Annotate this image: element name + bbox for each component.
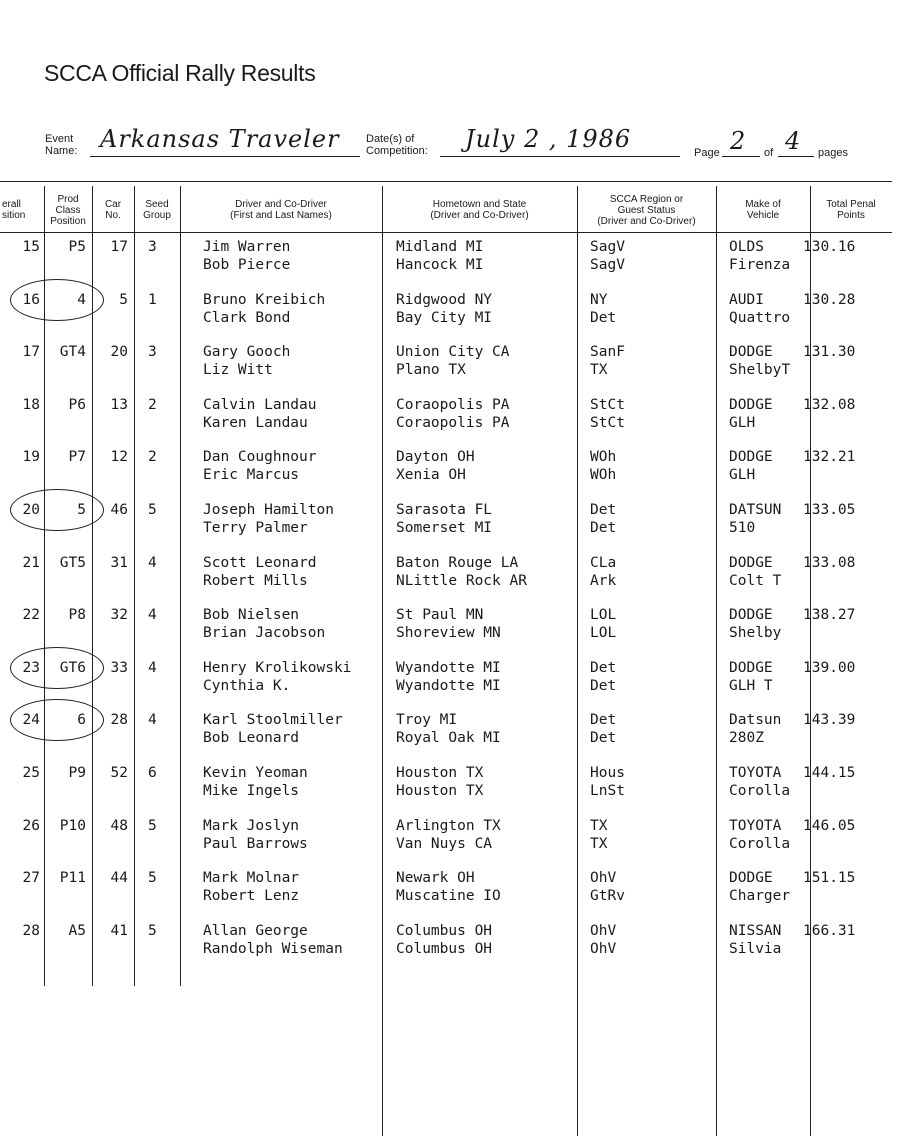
cell-car: 44 xyxy=(110,870,128,887)
cell-h1: Newark OH xyxy=(396,870,475,887)
cell-cls: P7 xyxy=(68,449,86,466)
cell-overall: 24 xyxy=(22,712,40,729)
cell-car: 52 xyxy=(110,765,128,781)
cell-cls: 6 xyxy=(77,712,86,729)
cell-pts: 139.00 xyxy=(803,659,856,676)
cell-r2: TX xyxy=(590,362,608,379)
cell-r1: CLa xyxy=(590,554,617,571)
cell-h1: Wyandotte MI xyxy=(396,659,501,676)
cell-pts: 166.31 xyxy=(803,922,856,939)
cell-d2: Liz Witt xyxy=(203,362,273,379)
page-total-underline xyxy=(778,156,814,157)
cell-seed: 5 xyxy=(148,817,157,834)
cell-m1: DODGE xyxy=(729,554,773,571)
cell-h1: Ridgwood NY xyxy=(396,291,493,308)
cell-m1: DODGE xyxy=(729,449,773,466)
cell-h1: Troy MI xyxy=(396,712,458,729)
cell-h2: Royal Oak MI xyxy=(396,730,501,747)
table-row xyxy=(0,711,900,763)
cell-car: 20 xyxy=(110,344,128,361)
cell-seed: 4 xyxy=(148,607,157,624)
page-label: Page xyxy=(694,147,720,159)
column-header: Total Penal Points xyxy=(826,199,876,221)
cell-overall: 22 xyxy=(22,607,40,624)
cell-d1: Scott Leonard xyxy=(203,554,317,571)
of-label: of xyxy=(764,147,774,159)
column-header: SCCA Region or Guest Status (Driver and Co-Driver) xyxy=(597,193,696,227)
cell-seed: 3 xyxy=(148,344,157,361)
cell-seed: 2 xyxy=(148,396,157,413)
cell-r2: Det xyxy=(590,677,617,694)
cell-pts: 132.08 xyxy=(803,396,856,413)
cell-car: 5 xyxy=(119,291,128,308)
cell-h1: Sarasota FL xyxy=(396,502,493,518)
dates-label: Date(s) of Competition: xyxy=(366,133,428,157)
cell-car: 33 xyxy=(110,659,128,676)
cell-h1: St Paul MN xyxy=(396,607,484,624)
cell-car: 17 xyxy=(110,239,128,255)
cell-seed: 6 xyxy=(148,765,157,781)
cell-h2: Columbus OH xyxy=(396,940,493,957)
cell-m1: Datsun xyxy=(729,712,782,729)
cell-d1: Bob Nielsen xyxy=(203,607,300,624)
cell-r1: LOL xyxy=(590,607,617,624)
cell-h2: Muscatine IO xyxy=(396,888,501,905)
cell-r2: WOh xyxy=(590,467,617,484)
cell-m2: Firenza xyxy=(729,257,791,273)
cell-seed: 5 xyxy=(148,870,157,887)
cell-d1: Karl Stoolmiller xyxy=(203,712,343,729)
page-number: 2 xyxy=(730,127,747,155)
cell-r2: Det xyxy=(590,730,617,747)
cell-d1: Allan George xyxy=(203,922,308,939)
cell-r2: LnSt xyxy=(590,783,625,799)
cell-m1: DODGE xyxy=(729,870,773,887)
cell-overall: 15 xyxy=(22,239,40,255)
cell-pts: 146.05 xyxy=(803,817,856,834)
table-row xyxy=(0,343,900,395)
cell-m2: GLH xyxy=(729,467,756,484)
dates-value: July 2 , 1986 xyxy=(465,125,632,153)
cell-d2: Robert Lenz xyxy=(203,888,300,905)
cell-h1: Midland MI xyxy=(396,239,484,255)
table-row xyxy=(0,448,900,500)
cell-r1: WOh xyxy=(590,449,617,466)
cell-d2: Karen Landau xyxy=(203,414,308,431)
cell-r1: OhV xyxy=(590,870,617,887)
column-header: Make of Vehicle xyxy=(745,199,781,221)
cell-cls: P8 xyxy=(68,607,86,624)
cell-m2: Charger xyxy=(729,888,791,905)
cell-car: 28 xyxy=(110,712,128,729)
cell-pts: 130.16 xyxy=(803,239,856,255)
cell-h2: Somerset MI xyxy=(396,520,493,536)
column-header: erall sition xyxy=(2,199,26,221)
cell-r2: SagV xyxy=(590,257,625,273)
cell-overall: 27 xyxy=(22,870,40,887)
cell-r1: SanF xyxy=(590,344,625,361)
cell-h2: Shoreview MN xyxy=(396,625,501,642)
cell-seed: 4 xyxy=(148,712,157,729)
cell-r1: StCt xyxy=(590,396,625,413)
cell-cls: GT5 xyxy=(59,554,86,571)
cell-cls: 5 xyxy=(77,502,86,518)
cell-r2: TX xyxy=(590,835,608,852)
cell-h1: Baton Rouge LA xyxy=(396,554,519,571)
cell-d2: Randolph Wiseman xyxy=(203,940,343,957)
cell-d2: Clark Bond xyxy=(203,309,291,326)
column-header: Car No. xyxy=(104,199,122,221)
cell-h1: Coraopolis PA xyxy=(396,396,510,413)
cell-seed: 4 xyxy=(148,659,157,676)
cell-h1: Arlington TX xyxy=(396,817,501,834)
cell-pts: 131.30 xyxy=(803,344,856,361)
cell-d1: Mark Joslyn xyxy=(203,817,300,834)
cell-m1: NISSAN xyxy=(729,922,782,939)
cell-d1: Dan Coughnour xyxy=(203,449,317,466)
cell-cls: P11 xyxy=(59,870,86,887)
table-row xyxy=(0,396,900,448)
cell-overall: 16 xyxy=(22,291,40,308)
cell-cls: A5 xyxy=(68,922,86,939)
cell-h1: Houston TX xyxy=(396,765,484,781)
cell-h2: NLittle Rock AR xyxy=(396,572,527,589)
cell-r2: Det xyxy=(590,309,617,326)
cell-r2: LOL xyxy=(590,625,617,642)
cell-m1: TOYOTA xyxy=(729,817,782,834)
cell-d1: Jim Warren xyxy=(203,239,291,255)
table-row xyxy=(0,238,900,290)
cell-m2: Shelby xyxy=(729,625,782,642)
hand-drawn-circle xyxy=(10,489,104,531)
cell-r2: StCt xyxy=(590,414,625,431)
cell-overall: 18 xyxy=(22,396,40,413)
cell-car: 46 xyxy=(110,502,128,518)
cell-r2: Det xyxy=(590,520,617,536)
cell-m2: 280Z xyxy=(729,730,764,747)
cell-cls: 4 xyxy=(77,291,86,308)
column-header: Prod Class Position xyxy=(50,193,86,227)
cell-d1: Gary Gooch xyxy=(203,344,291,361)
cell-pts: 143.39 xyxy=(803,712,856,729)
table-row xyxy=(0,291,900,343)
table-row xyxy=(0,817,900,869)
cell-h2: Wyandotte MI xyxy=(396,677,501,694)
cell-h2: Bay City MI xyxy=(396,309,493,326)
event-name-underline xyxy=(90,156,360,157)
dates-underline xyxy=(440,156,680,157)
cell-m1: TOYOTA xyxy=(729,765,782,781)
cell-d2: Bob Leonard xyxy=(203,730,300,747)
cell-m2: Corolla xyxy=(729,783,791,799)
table-row xyxy=(0,501,900,553)
cell-r2: GtRv xyxy=(590,888,625,905)
cell-overall: 19 xyxy=(22,449,40,466)
cell-car: 12 xyxy=(110,449,128,466)
cell-m2: ShelbyT xyxy=(729,362,791,379)
cell-h1: Union City CA xyxy=(396,344,510,361)
cell-h2: Hancock MI xyxy=(396,257,484,273)
cell-car: 13 xyxy=(110,396,128,413)
cell-car: 31 xyxy=(110,554,128,571)
cell-pts: 151.15 xyxy=(803,870,856,887)
cell-pts: 133.05 xyxy=(803,502,856,518)
column-header: Hometown and State (Driver and Co-Driver) xyxy=(430,199,529,221)
cell-m1: AUDI xyxy=(729,291,764,308)
cell-cls: GT6 xyxy=(59,659,86,676)
cell-seed: 5 xyxy=(148,922,157,939)
cell-overall: 28 xyxy=(22,922,40,939)
cell-pts: 133.08 xyxy=(803,554,856,571)
cell-m1: DODGE xyxy=(729,344,773,361)
page-num-underline xyxy=(722,156,760,157)
cell-d2: Cynthia K. xyxy=(203,677,291,694)
table-row xyxy=(0,554,900,606)
cell-overall: 21 xyxy=(22,554,40,571)
cell-overall: 25 xyxy=(22,765,40,781)
cell-r1: Det xyxy=(590,502,617,518)
page-total: 4 xyxy=(785,127,802,155)
cell-d2: Bob Pierce xyxy=(203,257,291,273)
cell-pts: 138.27 xyxy=(803,607,856,624)
cell-cls: P6 xyxy=(68,396,86,413)
table-row xyxy=(0,922,900,974)
cell-seed: 4 xyxy=(148,554,157,571)
cell-seed: 1 xyxy=(148,291,157,308)
cell-h1: Columbus OH xyxy=(396,922,493,939)
cell-seed: 3 xyxy=(148,239,157,255)
cell-r1: Det xyxy=(590,712,617,729)
cell-cls: P9 xyxy=(68,765,86,781)
cell-car: 48 xyxy=(110,817,128,834)
hand-drawn-circle xyxy=(10,647,104,689)
cell-r1: Hous xyxy=(590,765,625,781)
cell-car: 32 xyxy=(110,607,128,624)
cell-m1: OLDS xyxy=(729,239,764,255)
table-row xyxy=(0,659,900,711)
cell-seed: 5 xyxy=(148,502,157,518)
cell-m2: GLH xyxy=(729,414,756,431)
cell-h2: Plano TX xyxy=(396,362,466,379)
cell-r1: Det xyxy=(590,659,617,676)
cell-overall: 20 xyxy=(22,502,40,518)
cell-pts: 132.21 xyxy=(803,449,856,466)
cell-cls: P10 xyxy=(59,817,86,834)
cell-m2: 510 xyxy=(729,520,756,536)
cell-overall: 26 xyxy=(22,817,40,834)
cell-r2: Ark xyxy=(590,572,617,589)
cell-d2: Paul Barrows xyxy=(203,835,308,852)
document-title: SCCA Official Rally Results xyxy=(44,60,316,86)
cell-r1: OhV xyxy=(590,922,617,939)
table-row xyxy=(0,606,900,658)
cell-cls: GT4 xyxy=(59,344,86,361)
cell-d2: Brian Jacobson xyxy=(203,625,326,642)
column-header: Seed Group xyxy=(143,199,171,221)
cell-d1: Mark Molnar xyxy=(203,870,300,887)
cell-h2: Houston TX xyxy=(396,783,484,799)
cell-d1: Bruno Kreibich xyxy=(203,291,326,308)
event-name-value: Arkansas Traveler xyxy=(100,125,340,153)
cell-h2: Xenia OH xyxy=(396,467,466,484)
cell-pts: 144.15 xyxy=(803,765,856,781)
cell-m2: GLH T xyxy=(729,677,773,694)
cell-h2: Coraopolis PA xyxy=(396,414,510,431)
event-name-label: Event Name: xyxy=(45,133,78,157)
pages-label: pages xyxy=(818,147,848,159)
cell-d1: Calvin Landau xyxy=(203,396,317,413)
cell-r1: NY xyxy=(590,291,608,308)
cell-d2: Terry Palmer xyxy=(203,520,308,536)
cell-d1: Kevin Yeoman xyxy=(203,765,308,781)
cell-m2: Corolla xyxy=(729,835,791,852)
cell-m1: DODGE xyxy=(729,659,773,676)
cell-d2: Robert Mills xyxy=(203,572,308,589)
cell-r1: TX xyxy=(590,817,608,834)
cell-r1: SagV xyxy=(590,239,625,255)
cell-d2: Eric Marcus xyxy=(203,467,300,484)
cell-overall: 23 xyxy=(22,659,40,676)
cell-pts: 130.28 xyxy=(803,291,856,308)
cell-m2: Colt T xyxy=(729,572,782,589)
cell-r2: OhV xyxy=(590,940,617,957)
cell-m2: Silvia xyxy=(729,940,782,957)
cell-m1: DODGE xyxy=(729,396,773,413)
cell-h2: Van Nuys CA xyxy=(396,835,493,852)
hand-drawn-circle xyxy=(10,279,104,321)
column-header: Driver and Co-Driver (First and Last Names) xyxy=(230,199,332,221)
table-row xyxy=(0,869,900,921)
cell-overall: 17 xyxy=(22,344,40,361)
cell-m2: Quattro xyxy=(729,309,791,326)
table-row xyxy=(0,764,900,816)
cell-d1: Henry Krolikowski xyxy=(203,659,352,676)
cell-m1: DATSUN xyxy=(729,502,782,518)
cell-car: 41 xyxy=(110,922,128,939)
cell-m1: DODGE xyxy=(729,607,773,624)
cell-cls: P5 xyxy=(68,239,86,255)
cell-seed: 2 xyxy=(148,449,157,466)
cell-h1: Dayton OH xyxy=(396,449,475,466)
table-top-rule xyxy=(0,181,892,182)
cell-d2: Mike Ingels xyxy=(203,783,300,799)
cell-d1: Joseph Hamilton xyxy=(203,502,334,518)
